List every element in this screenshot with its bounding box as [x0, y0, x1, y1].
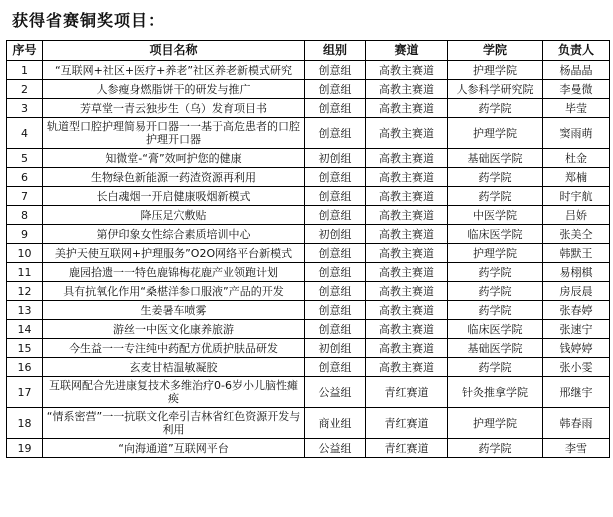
cell-leader: 易栩棋 [543, 263, 610, 282]
table-row [7, 377, 610, 408]
table-row [7, 168, 610, 187]
cell-project-name: 长白魂烟一开启健康吸烟新模式 [43, 187, 305, 206]
cell-track: 青红赛道 [366, 377, 448, 408]
cell-leader: 邢继宇 [543, 377, 610, 408]
cell-group: 创意组 [305, 206, 366, 225]
cell-group: 创意组 [305, 358, 366, 377]
table-row [7, 339, 610, 358]
cell-college: 药学院 [448, 99, 543, 118]
cell-project-name: 知微堂-“膏”效呵护您的健康 [43, 149, 305, 168]
cell-project-name: 互联网配合先进康复技术多维治疗0-6岁小儿脑性瘫痪 [43, 377, 305, 408]
cell-college: 护理学院 [448, 61, 543, 80]
cell-project-name: 降压足穴敷贴 [43, 206, 305, 225]
column-header-leader: 负责人 [543, 41, 610, 61]
cell-leader: 杜金 [543, 149, 610, 168]
cell-no: 19 [7, 439, 43, 458]
cell-project-name: “互联网+社区+医疗+养老”社区养老新模式研究 [43, 61, 305, 80]
cell-college: 药学院 [448, 282, 543, 301]
cell-college: 基础医学院 [448, 149, 543, 168]
cell-leader: 郑楠 [543, 168, 610, 187]
cell-track: 高教主赛道 [366, 225, 448, 244]
table-row [7, 187, 610, 206]
table-row [7, 80, 610, 99]
cell-project-name: 第伊印象女性综合素质培训中心 [43, 225, 305, 244]
cell-no: 10 [7, 244, 43, 263]
cell-project-name: 具有抗氧化作用“桑椹洋参口服液”产品的开发 [43, 282, 305, 301]
cell-college: 药学院 [448, 439, 543, 458]
cell-leader: 毕莹 [543, 99, 610, 118]
column-header-track: 赛道 [366, 41, 448, 61]
column-header-name: 项目名称 [43, 41, 305, 61]
cell-track: 高教主赛道 [366, 80, 448, 99]
cell-leader: 杨晶晶 [543, 61, 610, 80]
cell-track: 高教主赛道 [366, 99, 448, 118]
cell-no: 12 [7, 282, 43, 301]
cell-project-name: 人参瘦身燃脂饼干的研发与推广 [43, 80, 305, 99]
cell-no: 9 [7, 225, 43, 244]
cell-project-name: 玄麦甘桔温敏凝胶 [43, 358, 305, 377]
cell-leader: 房辰晨 [543, 282, 610, 301]
cell-track: 高教主赛道 [366, 282, 448, 301]
cell-leader: 张小雯 [543, 358, 610, 377]
cell-group: 创意组 [305, 80, 366, 99]
cell-leader: 钱婷婷 [543, 339, 610, 358]
cell-project-name: 轨道型口腔护理简易开口器一一基于高危患者的口腔护理开口器 [43, 118, 305, 149]
cell-group: 创意组 [305, 320, 366, 339]
cell-track: 高教主赛道 [366, 339, 448, 358]
cell-group: 初创组 [305, 225, 366, 244]
table-row [7, 320, 610, 339]
cell-track: 高教主赛道 [366, 244, 448, 263]
cell-no: 1 [7, 61, 43, 80]
cell-group: 创意组 [305, 118, 366, 149]
cell-track: 高教主赛道 [366, 61, 448, 80]
cell-no: 5 [7, 149, 43, 168]
cell-project-name: 游丝一中医文化康养旅游 [43, 320, 305, 339]
cell-project-name: 生姜暑车喷雾 [43, 301, 305, 320]
cell-no: 7 [7, 187, 43, 206]
cell-project-name: 今生益一一专注纯中药配方优质护肤品研发 [43, 339, 305, 358]
cell-project-name: 芳草堂一青云独步生（乌）发育项目书 [43, 99, 305, 118]
cell-college: 药学院 [448, 301, 543, 320]
cell-track: 青红赛道 [366, 439, 448, 458]
cell-group: 创意组 [305, 282, 366, 301]
cell-no: 13 [7, 301, 43, 320]
cell-project-name: 生物绿色新能源一药渣资源再利用 [43, 168, 305, 187]
awards-table [6, 40, 610, 458]
table-row [7, 206, 610, 225]
cell-no: 18 [7, 408, 43, 439]
column-header-no: 序号 [7, 41, 43, 61]
table-row [7, 282, 610, 301]
cell-track: 高教主赛道 [366, 187, 448, 206]
cell-no: 14 [7, 320, 43, 339]
cell-group: 创意组 [305, 99, 366, 118]
cell-group: 公益组 [305, 377, 366, 408]
cell-track: 青红赛道 [366, 408, 448, 439]
cell-leader: 韩默王 [543, 244, 610, 263]
cell-leader: 韩春雨 [543, 408, 610, 439]
cell-no: 4 [7, 118, 43, 149]
cell-group: 商业组 [305, 408, 366, 439]
cell-leader: 李雪 [543, 439, 610, 458]
cell-group: 公益组 [305, 439, 366, 458]
cell-college: 临床医学院 [448, 225, 543, 244]
cell-group: 创意组 [305, 263, 366, 282]
cell-college: 护理学院 [448, 408, 543, 439]
cell-group: 创意组 [305, 61, 366, 80]
table-row [7, 61, 610, 80]
cell-track: 高教主赛道 [366, 206, 448, 225]
cell-no: 11 [7, 263, 43, 282]
cell-group: 创意组 [305, 168, 366, 187]
table-row [7, 99, 610, 118]
cell-track: 高教主赛道 [366, 320, 448, 339]
cell-leader: 张美仝 [543, 225, 610, 244]
cell-college: 针灸推拿学院 [448, 377, 543, 408]
cell-project-name: 鹿园拾遗一一特色鹿锦梅花鹿产业领跑计划 [43, 263, 305, 282]
table-row [7, 358, 610, 377]
cell-track: 高教主赛道 [366, 301, 448, 320]
cell-group: 创意组 [305, 187, 366, 206]
cell-track: 高教主赛道 [366, 149, 448, 168]
cell-leader: 张春婷 [543, 301, 610, 320]
column-header-college: 学院 [448, 41, 543, 61]
cell-college: 基础医学院 [448, 339, 543, 358]
cell-college: 药学院 [448, 187, 543, 206]
cell-college: 药学院 [448, 168, 543, 187]
table-row [7, 408, 610, 439]
cell-project-name: 美护天使互联网+护理服务”O2O网络平台新模式 [43, 244, 305, 263]
cell-group: 初创组 [305, 339, 366, 358]
cell-college: 护理学院 [448, 244, 543, 263]
cell-group: 创意组 [305, 301, 366, 320]
cell-no: 8 [7, 206, 43, 225]
table-header-row [7, 41, 610, 61]
cell-no: 17 [7, 377, 43, 408]
cell-project-name: “情系密营”一一抗联文化牵引吉林省红色资源开发与利用 [43, 408, 305, 439]
cell-no: 3 [7, 99, 43, 118]
cell-leader: 李曼微 [543, 80, 610, 99]
cell-no: 6 [7, 168, 43, 187]
cell-track: 高教主赛道 [366, 358, 448, 377]
cell-group: 初创组 [305, 149, 366, 168]
cell-leader: 时宇航 [543, 187, 610, 206]
cell-no: 2 [7, 80, 43, 99]
table-row [7, 244, 610, 263]
cell-no: 15 [7, 339, 43, 358]
cell-leader: 窦雨萌 [543, 118, 610, 149]
cell-track: 高教主赛道 [366, 118, 448, 149]
cell-leader: 吕娇 [543, 206, 610, 225]
table-row [7, 263, 610, 282]
cell-college: 临床医学院 [448, 320, 543, 339]
cell-college: 中医学院 [448, 206, 543, 225]
table-row [7, 301, 610, 320]
cell-group: 创意组 [305, 244, 366, 263]
cell-no: 16 [7, 358, 43, 377]
cell-project-name: “向海通道”互联网平台 [43, 439, 305, 458]
column-header-group: 组别 [305, 41, 366, 61]
table-row [7, 439, 610, 458]
cell-college: 人参科学研究院 [448, 80, 543, 99]
table-row [7, 149, 610, 168]
table-row [7, 118, 610, 149]
cell-leader: 张速宁 [543, 320, 610, 339]
cell-track: 高教主赛道 [366, 168, 448, 187]
table-row [7, 225, 610, 244]
cell-college: 药学院 [448, 263, 543, 282]
cell-college: 护理学院 [448, 118, 543, 149]
cell-college: 药学院 [448, 358, 543, 377]
page-title: 获得省赛铜奖项目： [12, 11, 166, 30]
cell-track: 高教主赛道 [366, 263, 448, 282]
